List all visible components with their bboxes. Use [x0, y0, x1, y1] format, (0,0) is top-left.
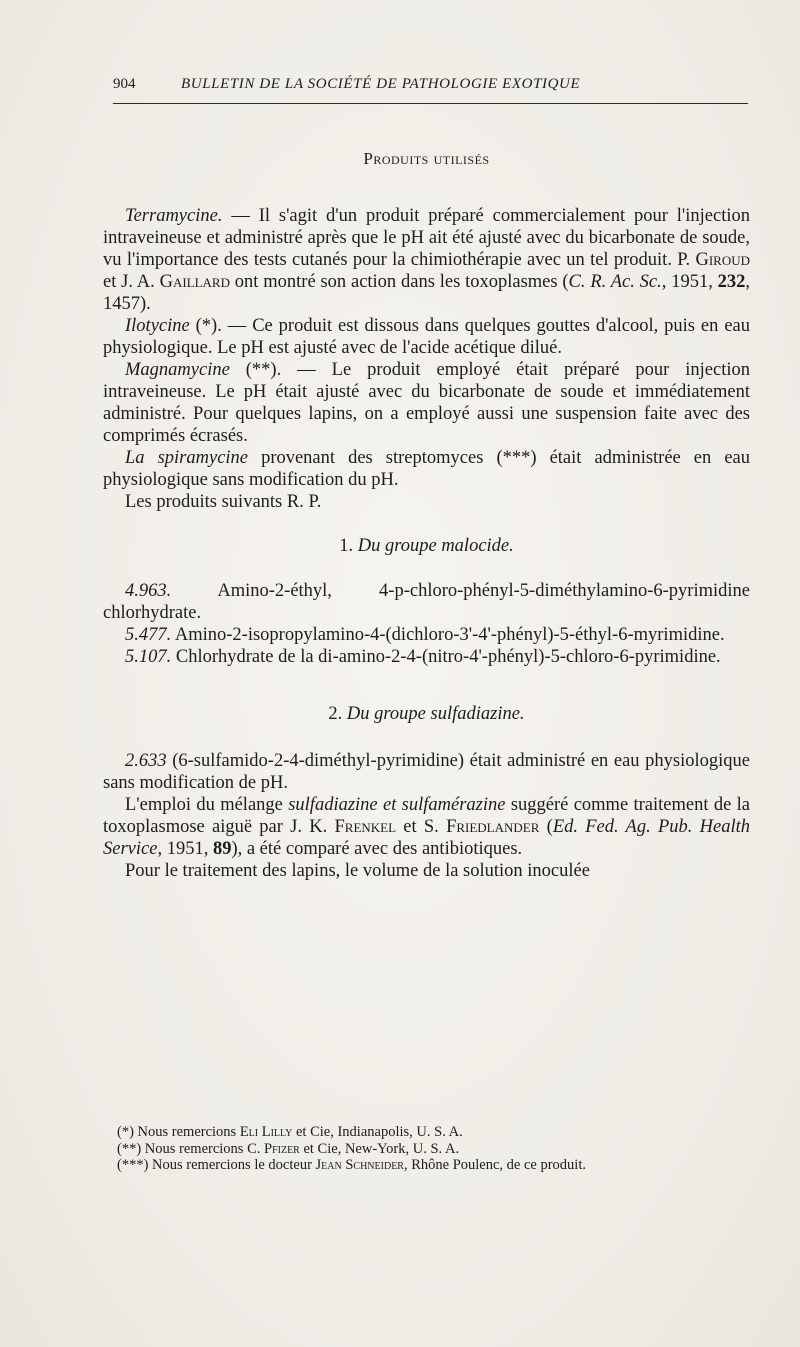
footnote-name: Jean Schneider: [315, 1157, 404, 1173]
paragraph-text: provenant des streptomyces (***) était administrée en eau physiologique sans modification du pH.: [103, 448, 750, 490]
page-number: 904: [113, 76, 136, 92]
compound-text: Amino-2-éthyl, 4-p-chloro-phényl-5-diméthylamino-6-pyrimidine chlorhydrate.: [103, 581, 750, 623]
footnotes: [103, 1124, 750, 1174]
footnote-ref: (*).: [189, 316, 222, 336]
footnote-ref: (**).: [229, 360, 282, 380]
compound-text: Amino-2-isopropylamino-4-(dichloro-3'-4'-phényl)-5-éthyl-6-myrimidine.: [171, 625, 725, 645]
author-name: Giroud: [695, 250, 750, 270]
reference-journal: C. R. Ac. Sc.: [568, 272, 662, 292]
paragraph-terramycine: [103, 205, 750, 315]
paragraph-melange: [103, 794, 750, 860]
footnote: [103, 1141, 750, 1158]
paragraph-text: ont montré son action dans les toxoplasmes (: [230, 272, 569, 292]
footnote-mark: (**): [117, 1140, 145, 1157]
reference-journal: Ed. Fed. Ag. Pub. Health Service: [103, 817, 750, 859]
subheading-number: 2.: [328, 704, 347, 724]
paragraph-text: — Ce produit est dissous dans quelques gouttes d'alcool, puis en eau physiologique. Le pH est ajusté avec de l'acide acétique dilué.: [103, 316, 750, 358]
paragraph-text: (: [539, 817, 553, 837]
drug-name: La spiramycine: [125, 448, 249, 468]
compound-text: (6-sulfamido-2-4-diméthyl-pyrimidine) était administré en eau physiologique sans modification de pH.: [103, 751, 750, 793]
paragraph-text: L'emploi du mélange: [125, 795, 289, 815]
footnote: [103, 1157, 750, 1174]
compound-item: [103, 750, 750, 794]
section-title: Produits utilisés: [363, 149, 490, 168]
paragraph-text: — Il s'agit d'un produit préparé commercialement pour l'injection intraveineuse et administré après que le pH ait été ajusté avec du bicarbonate de soude, vu l'importance des tests cutanés pour la chimiothérapie avec un tel produit. P.: [103, 206, 750, 270]
footnote-name: Eli Lilly: [239, 1124, 293, 1140]
compound-text: Chlorhydrate de la di-amino-2-4-(nitro-4'-phényl)-5-chloro-6-pyrimidine.: [171, 647, 721, 667]
reference-pages: , 1457).: [103, 272, 751, 314]
subheading-title: Du groupe malocide.: [357, 536, 514, 556]
footnote: [103, 1124, 750, 1141]
subheading-malocide: [103, 535, 750, 557]
author-name: Gaillard: [159, 272, 230, 292]
journal-title: BULLETIN DE LA SOCIÉTÉ DE PATHOLOGIE EXOTIQUE: [181, 76, 581, 92]
paragraph-last-line: Pour le traitement des lapins, le volume de la solution inoculée: [125, 861, 590, 881]
footnote-text: et Cie, New-York, U. S. A.: [299, 1140, 460, 1157]
compound-code: 4.963.: [125, 581, 172, 601]
footnote-mark: (***): [117, 1157, 153, 1173]
paragraph-magnamycine: [103, 359, 750, 447]
header-rule: [113, 103, 748, 104]
footnote-text: Nous remercions: [137, 1124, 240, 1140]
compound-code: 5.477.: [125, 625, 172, 645]
footnote-text: Nous remercions le docteur: [152, 1157, 316, 1173]
compound-code: 5.107.: [125, 647, 172, 667]
subheading-title: Du groupe sulfadiazine.: [346, 704, 525, 724]
footnote-name: Pfizer: [264, 1140, 300, 1157]
compound-code: 2.633: [125, 751, 167, 771]
drug-name: sulfadiazine et sulfamérazine: [288, 795, 506, 815]
author-name: Frenkel: [334, 817, 397, 837]
drug-name: Magnamycine: [125, 360, 230, 380]
paragraph-text: et J. A.: [103, 272, 160, 292]
subheading-sulfadiazine: [103, 703, 750, 725]
article-body: [103, 148, 750, 882]
compound-item: [103, 624, 750, 646]
reference-year: , 1951,: [661, 272, 718, 292]
compound-item: [103, 580, 750, 624]
reference-year: , 1951,: [157, 839, 213, 859]
author-name: Friedlander: [446, 817, 540, 837]
reference-volume: 232: [717, 272, 746, 292]
paragraph-text: — Le produit employé était préparé pour injection intraveineuse. Le pH était ajusté avec du bicarbonate de soude et immédiatement administré. Pour quelques lapins, on a employé aussi une suspension faite avec des comprimés écrasés.: [103, 360, 751, 446]
footnote-mark: (*): [117, 1124, 138, 1140]
paragraph-text: suggéré comme traitement de la toxoplasmose aiguë par J. K.: [103, 795, 750, 837]
subheading-number: 1.: [339, 536, 358, 556]
paragraph-suivants: Les produits suivants R. P.: [125, 492, 322, 512]
drug-name: Ilotycine: [125, 316, 190, 336]
paragraph-spiramycine: [103, 447, 750, 491]
paragraph-text: et S.: [396, 817, 447, 837]
footnote-text: , Rhône Poulenc, de ce produit.: [403, 1157, 586, 1173]
paragraph-text: ), a été comparé avec des antibiotiques.: [231, 839, 523, 859]
running-header: [113, 76, 748, 98]
drug-name: Terramycine.: [125, 206, 223, 226]
paragraph-ilotycine: [103, 315, 750, 359]
compound-item: [103, 646, 750, 668]
footnote-text: et Cie, Indianapolis, U. S. A.: [292, 1124, 463, 1140]
footnote-text: Nous remercions C.: [144, 1140, 264, 1157]
reference-volume: 89: [212, 839, 232, 859]
